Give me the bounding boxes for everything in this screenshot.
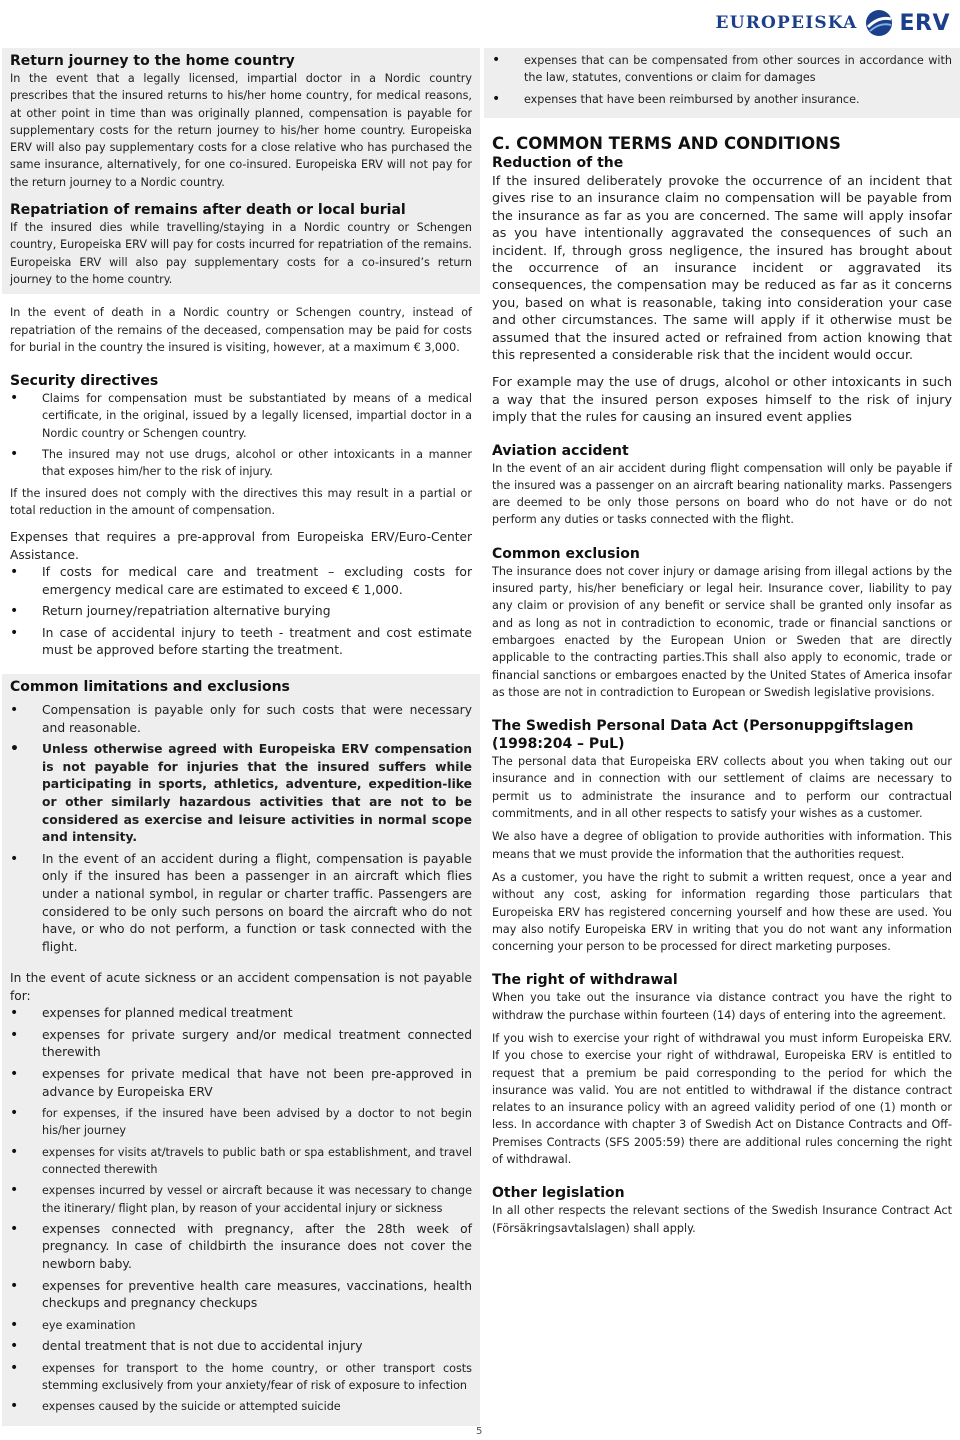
list-item: • expenses for private medical that have not been pre-approved in advance by Europeiska ERV (10, 1066, 472, 1101)
limitations-list (10, 702, 472, 956)
list-item: • expenses caused by the suicide or attempted suicide (10, 1398, 472, 1415)
list-item: • The insured may not use drugs, alcohol or other intoxicants in a manner that exposes him/her to the risk of injury. (10, 446, 472, 481)
list-item: • expenses incurred by vessel or aircraft because it was necessary to change the itinerary/ flight plan, by reason of your accidental injury or sickness (10, 1182, 472, 1217)
list-item: • expenses connected with pregnancy, after the 28th week of pregnancy. In case of childbirth the insurance does not cover the newborn baby. (10, 1221, 472, 1274)
list-item: • Unless otherwise agreed with Europeiska ERV compensation is not payable for injuries that the insured suffers while participating in sports, athletics, adventure, expedition-like or other similarly hazardous activities that are not to be considered as exercise and leisure activities in normal scope and intensity. (10, 741, 472, 847)
aviation-heading: Aviation accident (492, 442, 629, 459)
preapproval-heading: Expenses that requires a pre-approval from Europeiska ERV/Euro-Center Assistance. (10, 530, 472, 562)
common-terms-section (484, 118, 960, 1237)
acute-heading: In the event of acute sickness or an accident compensation is not payable for: (10, 971, 472, 1003)
return-journey-heading: Return journey to the home country (10, 53, 295, 69)
limitations-heading: Common limitations and exclusions (10, 679, 290, 696)
list-item: • If costs for medical care and treatment – excluding costs for emergency medical care are estimated to exceed € 1,000. (10, 564, 472, 599)
security-after-text: If the insured does not comply with the directives this may result in a partial or total reduction in the amount of compensation. (10, 486, 472, 517)
top-exclusions-section (484, 48, 960, 118)
reduction-heading: Reduction of the (492, 154, 624, 171)
return-journey-text: In the event that a legally licensed, impartial doctor in a Nordic country prescribes that the insured returns to his/her home country, for medical reasons, at other point in time than was originally planned, compensation is payable for supplementary costs for the return journey to his/her home country. Europeiska ERV will also pay supplementary costs for a close relative who has purchased the same insurance, alternatively, for one co-insured. Europeiska ERV will not pay for the return journey to a Nordic country. (10, 72, 472, 189)
list-item: • Claims for compensation must be substantiated by means of a medical certificate, in the original, issued by a legally licensed, impartial doctor in a Nordic country or Schengen country. (10, 390, 472, 442)
top-exclusions-list (492, 52, 952, 108)
list-item: • expenses for preventive health care measures, vaccinations, health checkups and pregnancy checkups (10, 1278, 472, 1313)
return-journey-section (2, 48, 480, 294)
globe-icon (864, 8, 894, 38)
aviation-text: In the event of an air accident during flight compensation will only be payable if the insured was a passenger on an aircraft bearing nationality marks. Passengers are deemed to be only those persons on board who do not have or do not perform any duties or tasks connected with the flight. (492, 461, 952, 527)
list-item: • expenses that have been reimbursed by another insurance. (492, 91, 952, 108)
repatriation-burial-section (2, 294, 480, 674)
list-item: • In the event of an accident during a flight, compensation is payable only if the insured has been a passenger in an aircraft which flies under a national symbol, in regular or charter traffic. Passengers are considered to be only such persons on board the aircraft who do not have, or who do not perform, a function or task connected with the flight. (10, 851, 472, 957)
list-item: • dental treatment that is not due to accidental injury (10, 1338, 472, 1356)
withdrawal-heading: The right of withdrawal (492, 972, 678, 989)
list-item: • expenses for transport to the home country, or other transport costs stemming exclusively from your anxiety/fear of risk of exposure to infection (10, 1360, 472, 1395)
data-act-heading: The Swedish Personal Data Act (Personuppgiftslagen (1998:204 – PuL) (492, 718, 914, 753)
list-item: • eye examination (10, 1317, 472, 1334)
limitations-section (2, 674, 480, 1426)
withdrawal-text-1: When you take out the insurance via distance contract you have the right to withdraw the purchase within fourteen (14) days of entering into the agreement. (492, 991, 952, 1022)
brand-name: EUROPEISKA (715, 13, 858, 33)
list-item: • expenses for planned medical treatment (10, 1005, 472, 1023)
reduction-text-2: For example may the use of drugs, alcohol or other intoxicants in such a way that the insured person exposes himself to the risk of injury imply that the rules for causing an insured event applies (492, 374, 952, 425)
list-item: • Compensation is payable only for such costs that were necessary and reasonable. (10, 702, 472, 737)
withdrawal-text-2: If you wish to exercise your right of withdrawal you must inform Europeiska ERV. If you chose to exercise your right of withdrawal, Europeiska ERV is entitled to request that a premium be paid corresponding to the period for which the insurance was valid. You are not entitled to withdrawal if the distance contract relates to an insurance policy with an agreed validity period of one (1) month or less. In accordance with chapter 3 of Swedish Act on Distance Contracts and Off-Premises Contracts (SFS 2005:59) there are additional rules concerning the right of withdrawal. (492, 1032, 952, 1167)
section-title: C. COMMON TERMS AND CONDITIONS (492, 133, 841, 153)
data-act-text-1: The personal data that Europeiska ERV collects about you when taking out our insurance and in connection with our settlement of claims are necessary to permit us to administrate the insurance and to perform our contractual commitments, and in all other respects to satisfy your wishes as a customer. (492, 755, 952, 821)
list-item: • Return journey/repatriation alternative burying (10, 603, 472, 621)
exclusion-text: The insurance does not cover injury or damage arising from illegal actions by the insured party, his/her beneficiary or legal heir. Insurance cover, liability to pay any claim or provision of any benefit or service shall be granted only insofar as and as long as not in contradiction to economic, trade or financial sanctions or embargoes enacted by the European Union or Sweden that are directly applicable to the contracting parties.This shall also apply to economic, trade or financial sanctions or embargoes enacted by the United States of America insofar as those are not in contradiction to European or Swedish legislative provisions. (492, 564, 952, 699)
repatriation-heading: Repatriation of remains after death or local burial (10, 202, 406, 219)
list-item: • In case of accidental injury to teeth - treatment and cost estimate must be approved before starting the treatment. (10, 625, 472, 660)
brand-short: ERV (899, 10, 950, 36)
list-item: • expenses for visits at/travels to public bath or spa establishment, and travel connected therewith (10, 1144, 472, 1179)
data-act-text-2: We also have a degree of obligation to provide authorities with information. This means that we must provide the information that the authorities request. (492, 830, 952, 861)
brand-logo (716, 6, 950, 40)
preapproval-list (10, 564, 472, 660)
left-column (2, 48, 480, 1426)
list-item: • expenses for private surgery and/or medical treatment connected therewith (10, 1027, 472, 1062)
security-heading: Security directives (10, 373, 159, 390)
other-legislation-text: In all other respects the relevant sections of the Swedish Insurance Contract Act (Försäkringsavtalslagen) shall apply. (492, 1204, 952, 1235)
repatriation-text-2: In the event of death in a Nordic country or Schengen country, instead of repatriation of the remains of the deceased, compensation may be paid for costs for burial in the country the insured is visiting, however, at a maximum € 3,000. (10, 306, 472, 354)
data-act-text-3: As a customer, you have the right to submit a written request, once a year and without any cost, asking for information regarding those particulars that Europeiska ERV has registered concerning yourself and how these are used. You may also notify Europeiska ERV in writing that you do not want any information concerning your person to be processed for direct marketing purposes. (492, 870, 952, 954)
reduction-text-1: If the insured deliberately provoke the occurrence of an incident that gives rise to an insurance claim no compensation will be payable from the insurance as far as you are concerned. The same will apply insofar as you have intentionally aggravated the consequences of such an incident. If, through gross negligence, the insured has brought about the occurrence of an insurance incident or aggravated its consequences, the compensation may be reduced as far as it concerns you, based on what is reasonable, taking into consideration your case and other circumstances. The same will apply if it otherwise must be assumed that the insured acted or refrained from action knowing that this represented a considerable risk that the incident would occur. (492, 172, 952, 362)
page-number: 5 (476, 1426, 483, 1437)
right-column (484, 48, 960, 1237)
security-list (10, 390, 472, 480)
list-item: • expenses that can be compensated from other sources in accordance with the law, statutes, conventions or claim for damages (492, 52, 952, 87)
acute-list (10, 1005, 472, 1416)
other-legislation-heading: Other legislation (492, 1185, 625, 1202)
repatriation-text-1: If the insured dies while travelling/staying in a Nordic country or Schengen country, Europeiska ERV will pay for costs incurred for repatriation of the remains. Europeiska ERV will also pay supplementary costs for a co-insured’s return journey to the home country. (10, 221, 472, 286)
exclusion-heading: Common exclusion (492, 545, 640, 562)
list-item: • for expenses, if the insured have been advised by a doctor to not begin his/her journey (10, 1105, 472, 1140)
